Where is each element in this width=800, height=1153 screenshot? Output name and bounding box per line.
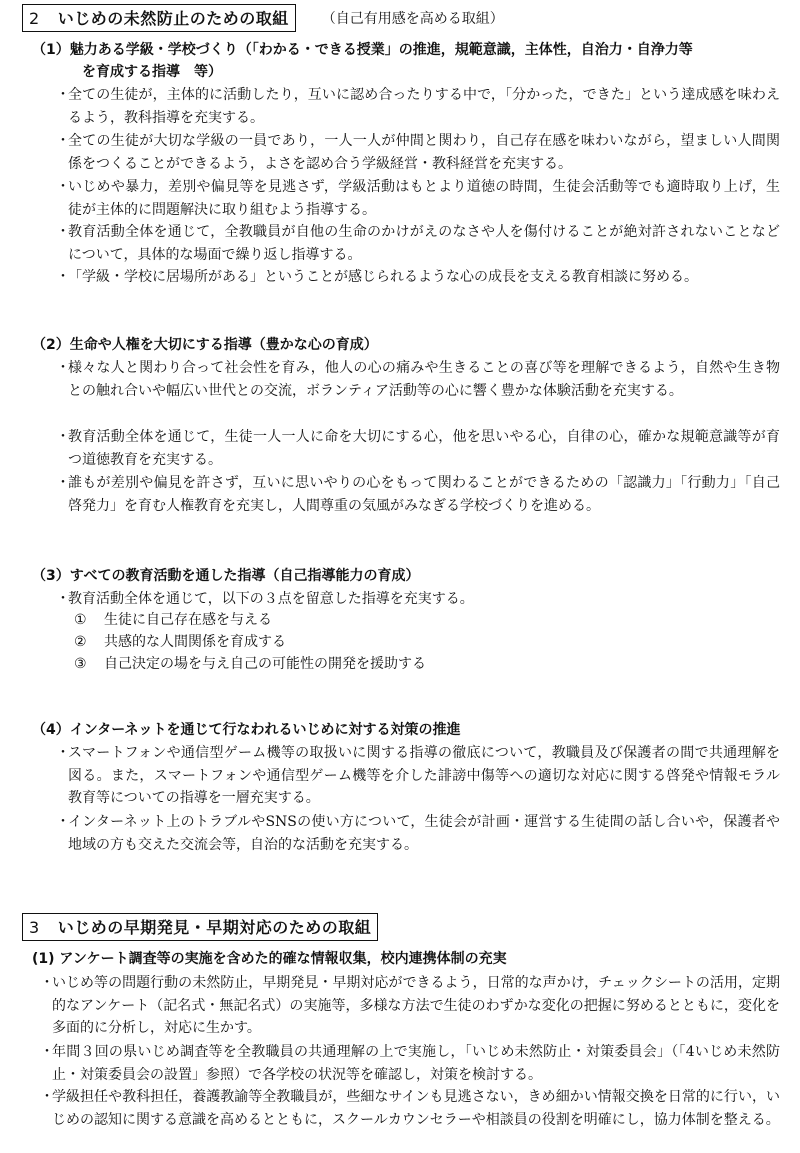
list-item <box>56 266 786 289</box>
item-number: ① <box>74 612 87 628</box>
section-2-note: （自己有用感を高める取組） <box>321 11 504 27</box>
section-3-title: いじめの早期発見・早期対応のための取組 <box>57 918 372 937</box>
bullet-mark: ・ <box>56 360 70 376</box>
bullet-text: 誰もが差別や偏見を許さず，互いに思いやりの心をもって関わることができるための「認識力」「行動力」「自己啓発力」を育む人権教育を充実し，人間尊重の気風がみなぎる学校づくりを進める。 <box>68 475 780 514</box>
list-item <box>56 176 780 221</box>
item-number: ② <box>74 634 87 650</box>
subsection-3-1-label: (1) <box>32 951 55 967</box>
list-item <box>56 84 780 129</box>
bullet-text: インターネット上のトラブルやSNSの使い方について，生徒会が計画・運営する生徒間の話し合いや，保護者や地域の方も交えた交流会等，自治的な活動を充実する。 <box>68 814 780 853</box>
subsection-2-1-label: （1） <box>32 42 70 58</box>
list-item <box>40 1041 780 1086</box>
section-2-number: 2 <box>29 9 40 28</box>
numbered-item <box>74 653 426 675</box>
subsection-2-3-title <box>32 565 419 587</box>
section-3-heading <box>22 913 378 941</box>
list-item <box>56 472 780 517</box>
bullet-text: 「学級・学校に居場所がある」ということが感じられるような心の成長を支える教育相談に努める。 <box>68 269 698 285</box>
list-item <box>56 221 780 266</box>
bullet-text: 教育活動全体を通じて，全教職員が自他の生命のかけがえのなさや人を傷付けることが絶対許されないことなどについて，具体的な場面で繰り返し指導する。 <box>68 224 780 263</box>
section-3-title-box <box>22 913 378 941</box>
section-3-number: 3 <box>29 918 40 937</box>
subsection-2-4-label: （4） <box>32 722 70 738</box>
subsection-2-3-title-text: すべての教育活動を通した指導（自己指導能力の育成） <box>69 568 420 584</box>
subsection-2-3-label: （3） <box>32 568 70 584</box>
section-2-title-box <box>22 4 296 32</box>
bullet-mark: ・ <box>40 975 54 991</box>
numbered-item <box>74 609 272 631</box>
bullet-text: 様々な人と関わり合って社会性を育み，他人の心の痛みや生きることの喜び等を理解できるよう，自然や生き物との触れ合いや幅広い世代との交流，ボランティア活動等の心に響く豊かな体験活動を充実する。 <box>68 360 780 399</box>
subsection-2-2-title-text: 生命や人権を大切にする指導（豊かな心の育成） <box>69 337 378 353</box>
list-item <box>56 811 780 856</box>
bullet-text: スマートフォンや通信型ゲーム機等の取扱いに関する指導の徹底について，教職員及び保護者の間で共通理解を図る。また，スマートフォンや通信型ゲーム機等を介した誹謗中傷等への適切な対応に関する啓発や情報モラル教育等についての指導を一層充実する。 <box>68 745 780 806</box>
item-number: ③ <box>74 656 87 672</box>
subsection-2-1-title <box>32 39 693 83</box>
subsection-3-1-title-text: アンケート調査等の実施を含めた的確な情報収集，校内連携体制の充実 <box>59 951 507 967</box>
subsection-2-1-title-line2: を育成する指導 等） <box>82 64 222 80</box>
list-item <box>56 742 780 810</box>
bullet-mark: ・ <box>56 269 70 285</box>
list-item <box>56 357 780 402</box>
subsection-2-2-label: （2） <box>32 337 70 353</box>
numbered-item <box>74 631 286 653</box>
list-item <box>56 130 780 175</box>
bullet-text: 全ての生徒が大切な学級の一員であり，一人一人が仲間と関わり，自己存在感を味わいながら，望ましい人間関係をつくることができるよう，よさを認め合う学級経営・教科経営を充実する。 <box>68 133 780 172</box>
subsection-2-2-title <box>32 334 378 356</box>
section-2-heading <box>22 4 504 32</box>
bullet-mark: ・ <box>40 1089 54 1105</box>
bullet-mark: ・ <box>56 87 70 103</box>
bullet-mark: ・ <box>56 429 70 445</box>
bullet-mark: ・ <box>56 133 70 149</box>
subsection-2-1-title-line1: 魅力ある学級・学校づくり（「わかる・できる授業」の推進，規範意識，主体性，自治力・自浄力等 <box>69 42 693 58</box>
list-item <box>56 426 780 471</box>
bullet-mark: ・ <box>56 475 70 491</box>
bullet-text: 全ての生徒が，主体的に活動したり，互いに認め合ったりする中で，「分かった，できた」という達成感を味わえるよう，教科指導を充実する。 <box>68 87 780 126</box>
bullet-text: 学級担任や教科担任，養護教諭等全教職員が，些細なサインも見逃さない，きめ細かい情報交換を日常的に行い，いじめの認知に関する意識を高めるとともに，スクールカウンセラーや相談員の役割を明確にし，協力体制を整える。 <box>52 1089 780 1128</box>
bullet-mark: ・ <box>56 224 70 240</box>
item-text: 自己決定の場を与え自己の可能性の開発を援助する <box>104 656 426 672</box>
bullet-mark: ・ <box>40 1044 54 1060</box>
item-text: 生徒に自己存在感を与える <box>104 612 272 628</box>
list-item <box>40 1086 780 1131</box>
bullet-mark: ・ <box>56 745 70 761</box>
subsection-2-4-title <box>32 719 461 741</box>
bullet-text: 教育活動全体を通じて，以下の３点を留意した指導を充実する。 <box>68 591 474 607</box>
item-text: 共感的な人間関係を育成する <box>104 634 286 650</box>
bullet-mark: ・ <box>56 814 70 830</box>
bullet-mark: ・ <box>56 591 70 607</box>
bullet-text: 年間３回の県いじめ調査等を全教職員の共通理解の上で実施し，「いじめ未然防止・対策委員会」（「4いじめ未然防止・対策委員会の設置」参照）で各学校の状況等を確認し，対策を検討する。 <box>52 1044 780 1083</box>
bullet-text: いじめ等の問題行動の未然防止，早期発見・早期対応ができるよう，日常的な声かけ，チェックシートの活用，定期的なアンケート（記名式・無記名式）の実施等，多様な方法で生徒のわずかな変化の把握に努めるとともに，変化を多面的に分析し，対応に生かす。 <box>52 975 780 1036</box>
bullet-text: 教育活動全体を通じて，生徒一人一人に命を大切にする心，他を思いやる心，自律の心，確かな規範意識等が育つ道徳教育を充実する。 <box>68 429 780 468</box>
list-item <box>56 588 780 611</box>
bullet-mark: ・ <box>56 179 70 195</box>
subsection-2-4-title-text: インターネットを通じて行なわれるいじめに対する対策の推進 <box>69 722 461 738</box>
section-2-title: いじめの未然防止のための取組 <box>57 9 289 28</box>
list-item <box>40 972 780 1040</box>
bullet-text: いじめや暴力，差別や偏見等を見逃さず，学級活動はもとより道徳の時間，生徒会活動等でも適時取り上げ，生徒が主体的に問題解決に取り組むよう指導する。 <box>68 179 780 218</box>
subsection-3-1-title <box>32 948 507 970</box>
